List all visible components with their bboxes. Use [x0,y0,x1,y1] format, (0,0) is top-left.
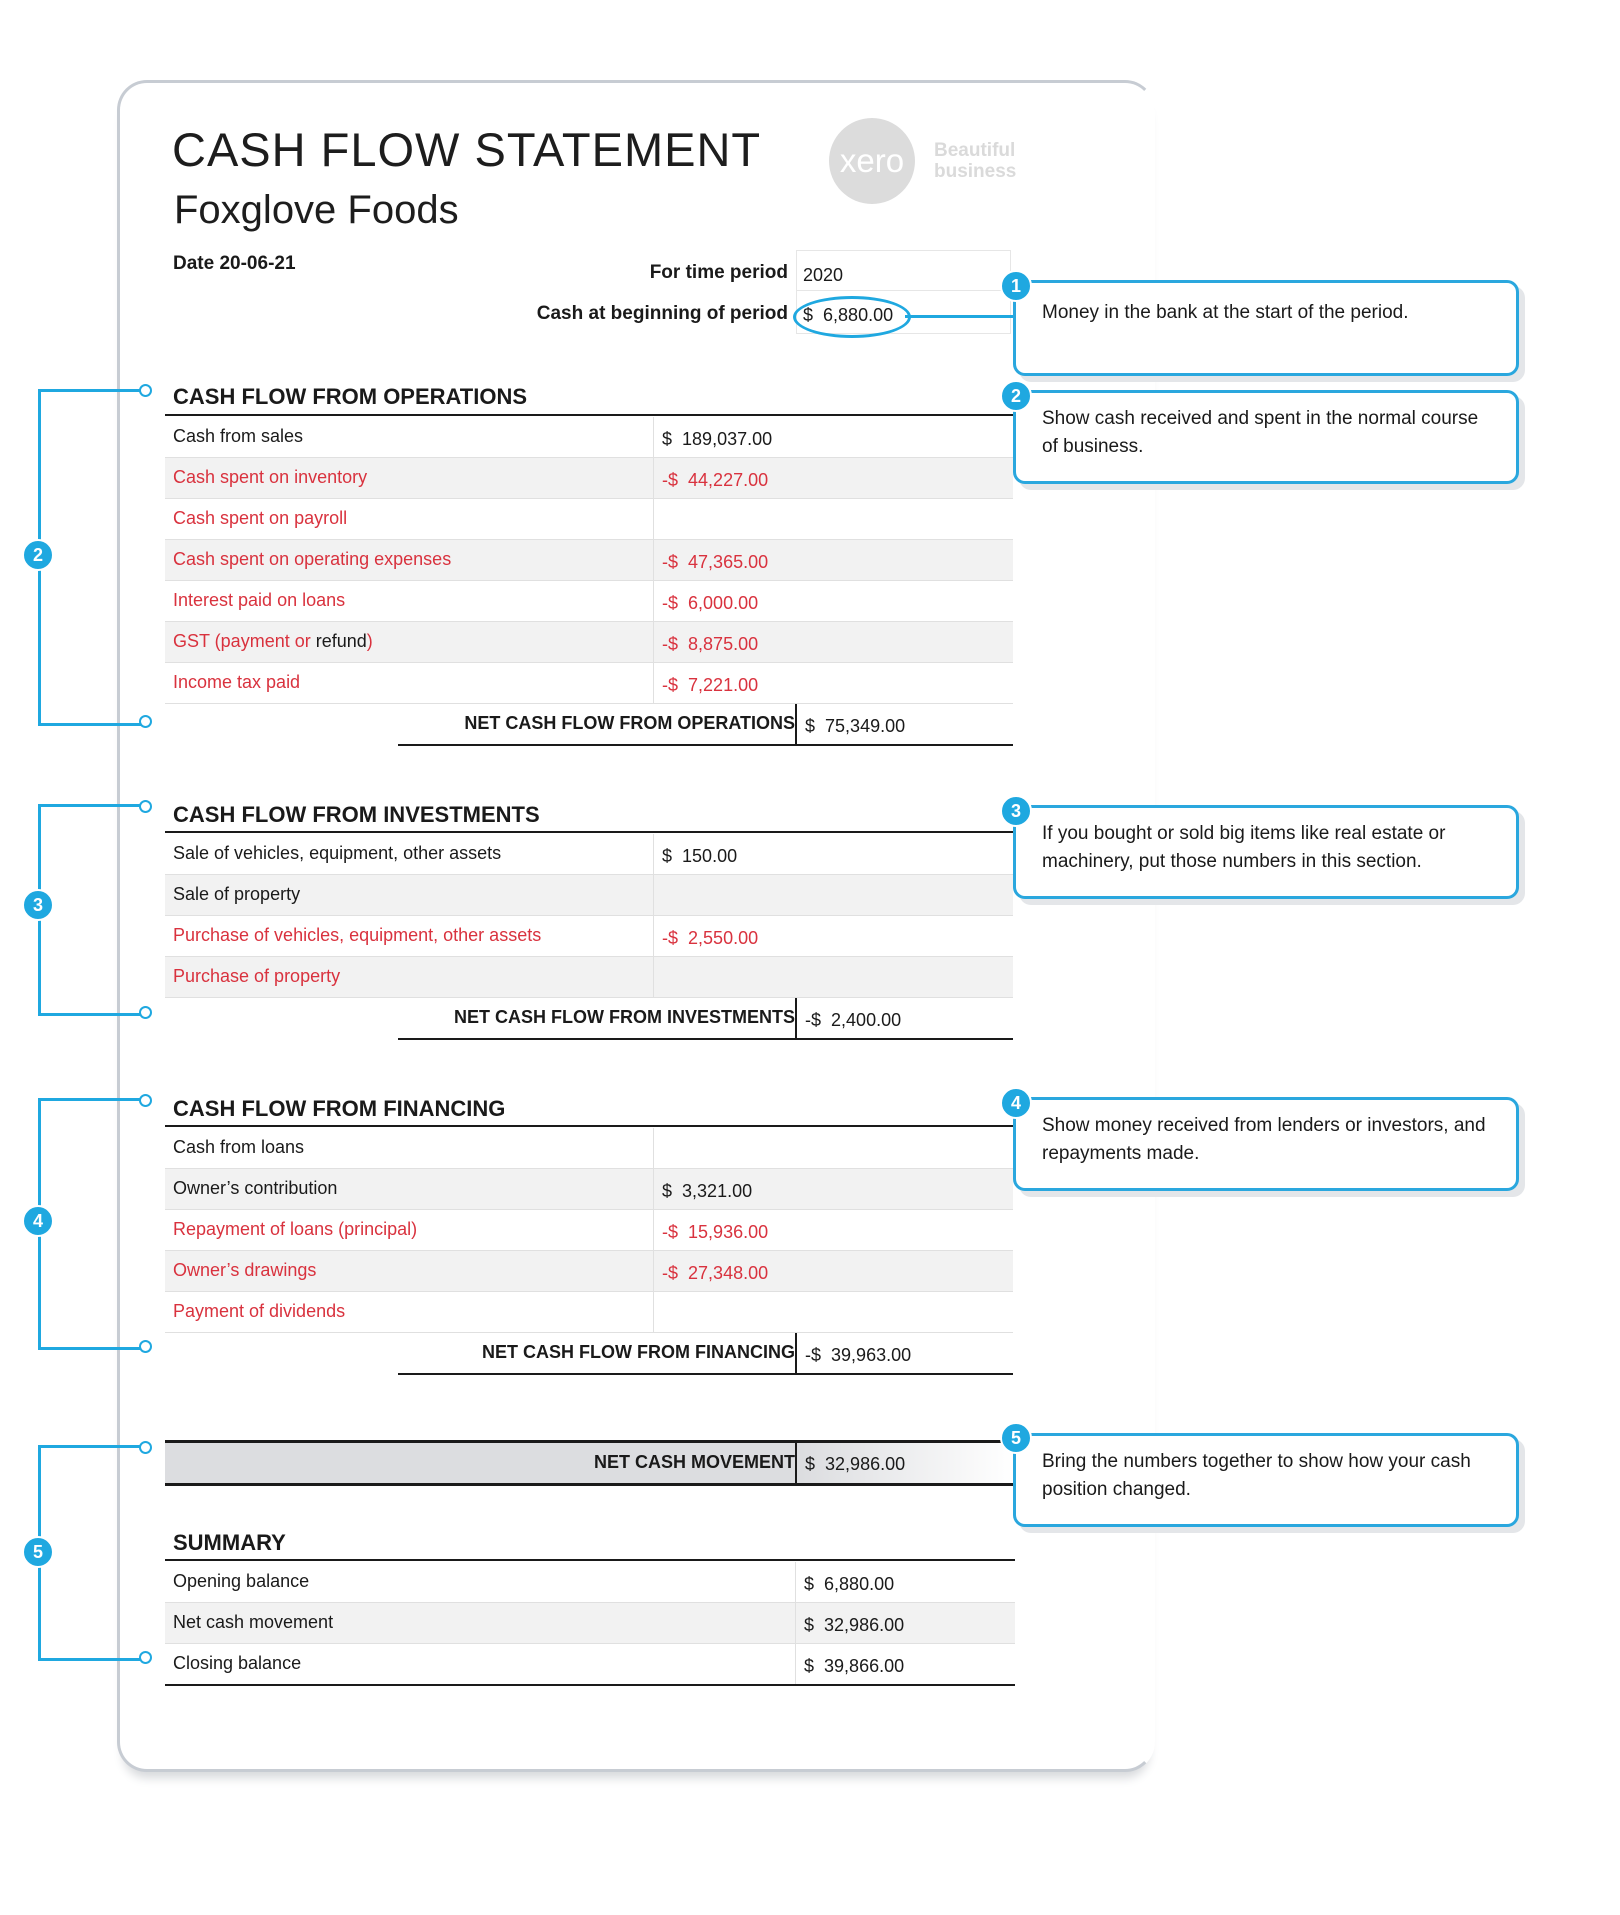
currency: $ [804,1574,815,1594]
logo-text: xero [839,142,905,179]
badge-number: 5 [32,1541,43,1562]
row-amount [662,1181,752,1202]
table-row [165,663,1013,704]
row-value-cell [653,875,864,915]
row-value-cell [653,540,864,580]
row-label: Owner’s drawings [173,1260,317,1280]
bracket-dot [139,1651,152,1664]
row-value-cell [653,499,864,539]
operations-bracket [38,389,147,726]
logo-tagline-line-1: Beautiful [934,140,1016,161]
amount: 6,000.00 [688,593,759,613]
table-row [165,1292,1013,1333]
total-amount [805,1010,901,1031]
begin-cash-amount: 6,880.00 [823,305,894,325]
table-row [165,1562,1015,1603]
begin-cash-currency: $ [803,305,814,325]
badge-number: 3 [1010,800,1021,821]
net-movement-value-cell [795,1443,1015,1483]
badge-number: 4 [1010,1092,1021,1113]
row-label: Cash from sales [173,426,304,446]
investments-title: CASH FLOW FROM INVESTMENTS [173,802,540,827]
period-value: 2020 [803,265,844,285]
badge-number: 5 [1010,1427,1021,1448]
begin-cash-highlight-ring [793,296,911,338]
row-amount [662,928,758,949]
total-value-cell [795,1333,1015,1373]
xero-logo [829,118,915,204]
bracket-dot [139,800,152,813]
row-label: Income tax paid [173,672,301,692]
document-title: CASH FLOW STATEMENT [172,123,762,176]
operations-title: CASH FLOW FROM OPERATIONS [173,384,528,409]
table-row [165,834,1013,875]
bracket-badge-2 [22,539,54,571]
date-label: Date [173,253,215,274]
bracket-badge-3 [22,889,54,921]
bracket-dot [139,1441,152,1454]
currency: $ [662,429,673,449]
row-label: Cash spent on payroll [173,508,348,528]
summary-rule [165,1559,1015,1561]
row-label: Cash spent on inventory [173,467,368,487]
amount: 6,880.00 [824,1574,895,1594]
bracket-dot [139,1340,152,1353]
operations-rule [165,414,1013,416]
investments-bracket [38,804,147,1016]
row-amount [662,470,768,491]
amount: 189,037.00 [682,429,773,449]
bracket-dot [139,1006,152,1019]
period-cell [796,250,1011,291]
currency: -$ [662,1263,679,1283]
amount: 32,986.00 [825,1454,906,1474]
callout-badge-5 [1000,1422,1032,1454]
row-label: Net cash movement [173,1612,334,1632]
table-row [165,540,1013,581]
total-label: NET CASH FLOW FROM OPERATIONS [464,713,795,733]
table-row [165,1251,1013,1292]
badge-number: 3 [32,894,43,915]
financing-rule [165,1125,1013,1127]
currency: -$ [662,675,679,695]
row-value-cell [653,417,864,457]
row-value-cell [653,458,864,498]
row-label: Cash spent on operating expenses [173,549,452,569]
row-amount [662,846,737,867]
amount: 75,349.00 [825,716,906,736]
row-label: Opening balance [173,1571,310,1591]
row-amount [804,1615,904,1636]
row-amount [804,1574,894,1595]
total-label: NET CASH FLOW FROM INVESTMENTS [454,1007,795,1027]
currency: $ [805,1454,816,1474]
row-amount [662,1222,768,1243]
row-label: Owner’s contribution [173,1178,338,1198]
row-label: Purchase of property [173,966,341,986]
row-value-cell [653,663,864,703]
currency: -$ [662,552,679,572]
row-label: Repayment of loans (principal) [173,1219,418,1239]
currency: -$ [662,470,679,490]
row-amount [662,593,758,614]
amount: 39,963.00 [831,1345,912,1365]
bracket-dot [139,1094,152,1107]
row-value-cell [653,1292,864,1332]
row-value-cell [795,1603,1006,1643]
currency: -$ [805,1345,822,1365]
row-amount [662,675,758,696]
badge-number: 4 [32,1210,43,1231]
table-row [165,875,1013,916]
row-label-part: GST (payment or [173,631,316,651]
table-row [165,417,1013,458]
row-value-cell [795,1562,1006,1602]
amount: 32,986.00 [824,1615,905,1635]
summary-title: SUMMARY [173,1530,286,1555]
table-row [165,622,1013,663]
callout-badge-4 [1000,1087,1032,1119]
row-value-cell [653,916,864,956]
row-label: Sale of vehicles, equipment, other assets [173,843,502,863]
logo-tagline-line-2: business [934,161,1017,182]
table-row [165,1644,1015,1686]
financing-total-row [398,1333,1013,1375]
row-label: Payment of dividends [173,1301,346,1321]
badge-number: 1 [1010,275,1021,296]
investments-rule [165,831,1013,833]
amount: 47,365.00 [688,552,769,572]
amount: 15,936.00 [688,1222,769,1242]
row-label-part: refund [315,631,367,651]
row-value-cell [653,1169,864,1209]
bracket-badge-5 [22,1536,54,1568]
amount: 3,321.00 [682,1181,753,1201]
callout-badge-2 [1000,380,1032,412]
company-name: Foxglove Foods [174,188,459,232]
table-row [165,957,1013,998]
table-row [165,1169,1013,1210]
row-amount [662,1263,768,1284]
callout-2 [1013,390,1519,484]
row-label: Purchase of vehicles, equipment, other assets [173,925,542,945]
bracket-dot [139,715,152,728]
amount: 7,221.00 [688,675,759,695]
net-movement-amount [805,1454,905,1475]
currency: -$ [662,928,679,948]
table-row [165,499,1013,540]
callout-text: Money in the bank at the start of the period. [1042,302,1409,323]
row-label-part: ) [366,631,373,651]
row-value-cell [653,1210,864,1250]
row-value-cell [653,957,864,997]
total-value-cell [795,998,1015,1038]
row-amount [804,1656,904,1677]
amount: 27,348.00 [688,1263,769,1283]
row-label [173,631,373,652]
callout-text: Show money received from lenders or investors, and repayments made. [1042,1115,1486,1164]
row-label: Closing balance [173,1653,302,1673]
operations-total-row [398,704,1013,746]
begin-cash-label: Cash at beginning of period [536,303,788,324]
currency: $ [662,1181,673,1201]
row-value-cell [653,622,864,662]
amount: 2,400.00 [831,1010,902,1030]
row-value-cell [653,581,864,621]
logo-tagline [934,140,1054,182]
amount: 2,550.00 [688,928,759,948]
row-amount [662,552,768,573]
table-row [165,1603,1015,1644]
callout-3 [1013,805,1519,899]
row-value-cell [653,1128,864,1168]
table-row [165,1128,1013,1169]
callout-text: Show cash received and spent in the normal course of business. [1042,408,1479,457]
amount: 150.00 [682,846,738,866]
callout-badge-1 [1000,270,1032,302]
currency: -$ [662,634,679,654]
currency: -$ [805,1010,822,1030]
row-label: Sale of property [173,884,301,904]
callout-text: If you bought or sold big items like real estate or machinery, put those numbers in this section. [1042,823,1446,872]
table-row [165,1210,1013,1251]
badge-number: 2 [1010,385,1021,406]
callout-4 [1013,1097,1519,1191]
net-movement-label: NET CASH MOVEMENT [593,1452,795,1472]
badge-number: 2 [32,544,43,565]
callout-1-connector [905,315,1013,318]
period-label: For time period [649,262,788,283]
amount: 8,875.00 [688,634,759,654]
callout-5 [1013,1433,1519,1527]
row-value-cell [653,1251,864,1291]
summary-bracket [38,1445,147,1661]
row-value-cell [795,1644,1006,1684]
currency: $ [805,716,816,736]
amount: 39,866.00 [824,1656,905,1676]
row-amount [662,634,758,655]
amount: 44,227.00 [688,470,769,490]
investments-total-row [398,998,1013,1040]
bracket-dot [139,384,152,397]
currency: $ [662,846,673,866]
table-row [165,916,1013,957]
currency: $ [804,1615,815,1635]
date-value: 20-06-21 [219,253,296,274]
currency: -$ [662,593,679,613]
row-label: Cash from loans [173,1137,305,1157]
bracket-badge-4 [22,1205,54,1237]
total-amount [805,1345,911,1366]
row-amount [662,429,772,450]
net-cash-movement-row [165,1440,1013,1486]
date-field [173,253,296,275]
total-value-cell [795,704,1015,744]
row-value-cell [653,834,864,874]
financing-title: CASH FLOW FROM FINANCING [173,1096,506,1121]
total-label: NET CASH FLOW FROM FINANCING [482,1342,795,1362]
financing-bracket [38,1098,147,1350]
currency: -$ [662,1222,679,1242]
table-row [165,581,1013,622]
callout-badge-3 [1000,795,1032,827]
callout-1 [1013,280,1519,376]
row-label: Interest paid on loans [173,590,346,610]
currency: $ [804,1656,815,1676]
total-amount [805,716,905,737]
callout-text: Bring the numbers together to show how your cash position changed. [1042,1451,1471,1500]
table-row [165,458,1013,499]
